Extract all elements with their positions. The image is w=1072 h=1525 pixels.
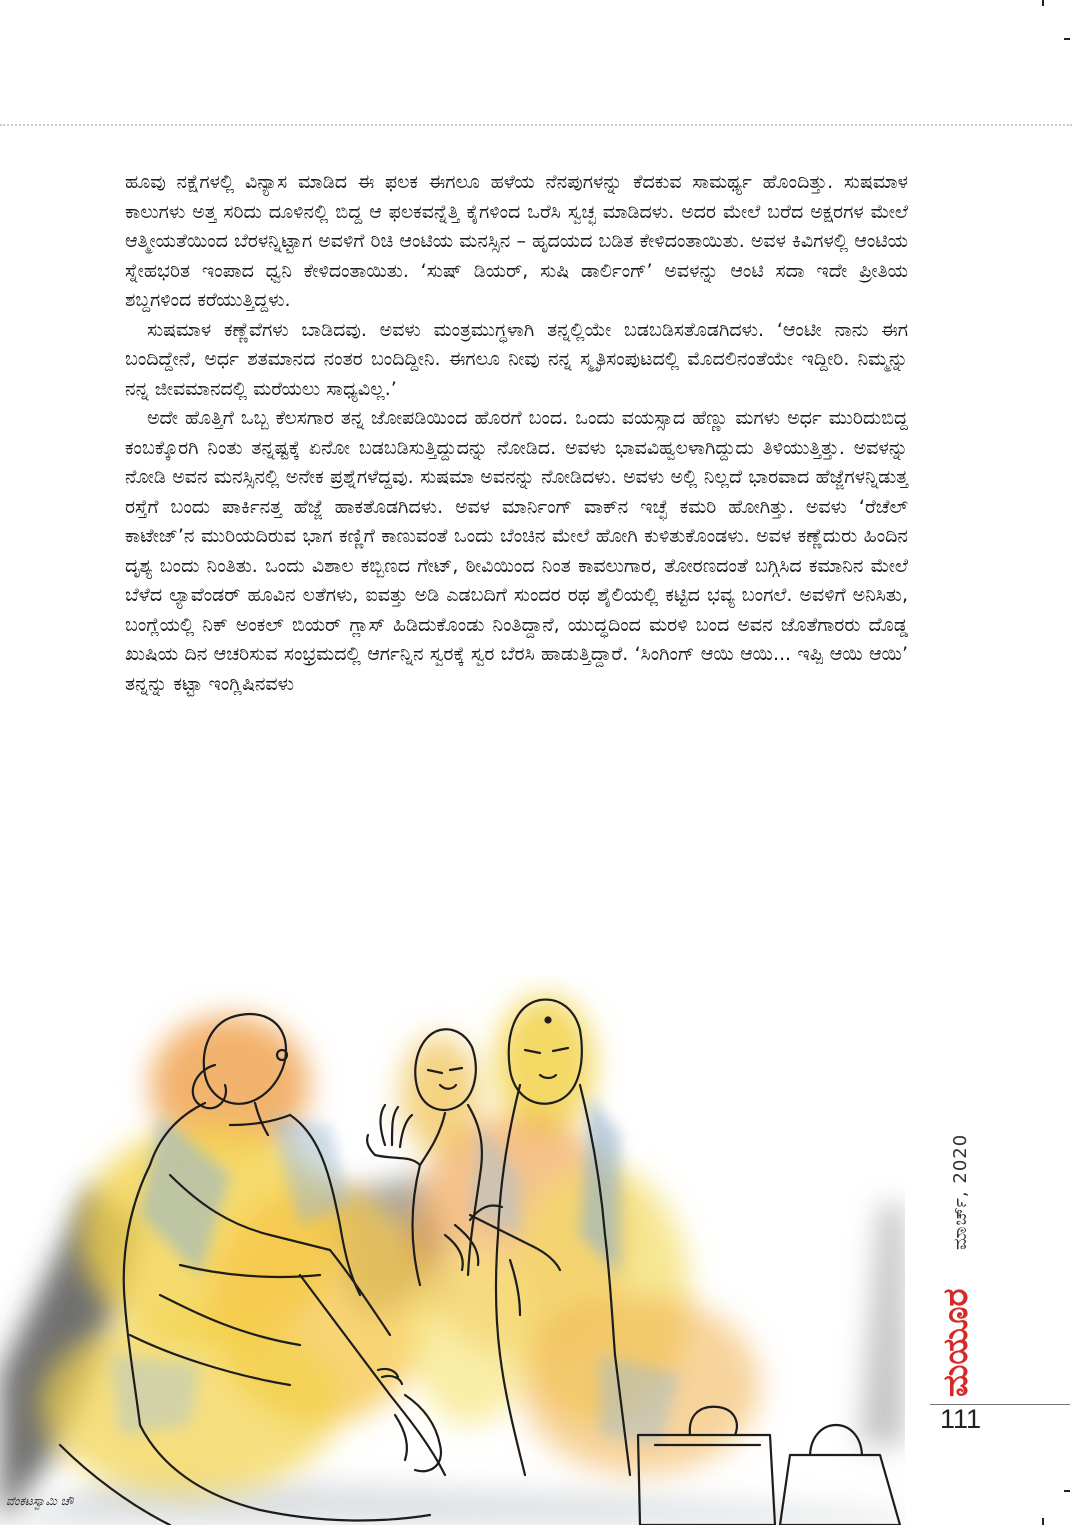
article-body [125,168,908,699]
crop-mark-right-lower [1064,1490,1070,1492]
header-dotted-rule [0,124,1072,126]
article-paragraph-2: ಸುಷಮಾಳ ಕಣ್ಣೆವೆಗಳು ಬಾಡಿದವು. ಅವಳು ಮಂತ್ರಮುಗ್ಧಳಾಗಿ ತನ್ನಲ್ಲಿಯೇ ಬಡಬಡಿಸತೊಡಗಿದಳು. ‘ಆಂಟೀ ನಾನು ಈಗ ಬಂದಿದ್ದೇನೆ, ಅರ್ಧ ಶತಮಾನದ ನಂತರ ಬಂದಿದ್ದೀನಿ. ಈಗಲೂ ನೀವು ನನ್ನ ಸ್ಮೃತಿಸಂಪುಟದಲ್ಲಿ ಮೊದಲಿನಂತೆಯೇ ಇದ್ದೀರಿ. ನಿಮ್ಮನ್ನು ನನ್ನ ಜೀವಮಾನದಲ್ಲಿ ಮರೆಯಲು ಸಾಧ್ಯವಿಲ್ಲ.’ [125,318,908,400]
crop-mark-right-upper [1064,38,1070,40]
story-illustration [0,975,905,1525]
article-paragraph-3: ಅದೇ ಹೊತ್ತಿಗೆ ಒಬ್ಬ ಕೆಲಸಗಾರ ತನ್ನ ಜೋಪಡಿಯಿಂದ ಹೊರಗೆ ಬಂದ. ಒಂದು ವಯಸ್ಸಾದ ಹೆಣ್ಣು ಮಗಳು ಅರ್ಧ ಮುರಿದುಬಿದ್ದ ಕಂಬಕ್ಕೊರಗಿ ನಿಂತು ತನ್ನಷ್ಟಕ್ಕೆ ಏನೋ ಬಡಬಡಿಸುತ್ತಿದ್ದುದನ್ನು ನೋಡಿದ. ಅವಳು ಭಾವವಿಹ್ವಲಳಾಗಿದ್ದುದು ತಿಳಿಯುತ್ತಿತ್ತು. ಅವಳನ್ನು ನೋಡಿ ಅವನ ಮನಸ್ಸಿನಲ್ಲಿ ಅನೇಕ ಪ್ರಶ್ನೆಗಳೆದ್ದವು. ಸುಷಮಾ ಅವನನ್ನು ನೋಡಿದಳು. ಅವಳು ಅಲ್ಲಿ ನಿಲ್ಲದೆ ಭಾರವಾದ ಹೆಜ್ಜೆಗಳನ್ನಿಡುತ್ತ ರಸ್ತೆಗೆ ಬಂದು ಪಾರ್ಕಿನತ್ತ ಹೆಜ್ಜೆ ಹಾಕತೊಡಗಿದಳು. ಅವಳ ಮಾರ್ನಿಂಗ್ ವಾಕ್‌ನ ಇಚ್ಛೆ ಕಮರಿ ಹೋಗಿತ್ತು. ಅವಳು ‘ರೆಚೆಲ್ ಕಾಟೇಜ್’ನ ಮುರಿಯದಿರುವ ಭಾಗ ಕಣ್ಣಿಗೆ ಕಾಣುವಂತೆ ಒಂದು ಬೆಂಚಿನ ಮೇಲೆ ಹೋಗಿ ಕುಳಿತುಕೊಂಡಳು. ಅವಳ ಕಣ್ಣೆದುರು ಹಿಂದಿನ ದೃಶ್ಯ ಬಂದು ನಿಂತಿತು. ಒಂದು ವಿಶಾಲ ಕಬ್ಬಿಣದ ಗೇಟ್, ಠೀವಿಯಿಂದ ನಿಂತ ಕಾವಲುಗಾರ, ತೋರಣದಂತೆ ಬಗ್ಗಿಸಿದ ಕಮಾನಿನ ಮೇಲೆ ಬೆಳೆದ ಲ್ಯಾವೆಂಡರ್ ಹೂವಿನ ಲತೆಗಳು, ಐವತ್ತು ಅಡಿ ಎಡಬದಿಗೆ ಸುಂದರ ರಥ ಶೈಲಿಯಲ್ಲಿ ಕಟ್ಟಿದ ಭವ್ಯ ಬಂಗಲೆ. ಅವಳಿಗೆ ಅನಿಸಿತು, ಬಂಗ್ಲೆಯಲ್ಲಿ ನಿಕ್ ಅಂಕಲ್ ಬಿಯರ್ ಗ್ಲಾಸ್ ಹಿಡಿದುಕೊಂಡು ನಿಂತಿದ್ದಾನೆ, ಯುದ್ಧದಿಂದ ಮರಳಿ ಬಂದ ಅವನ ಜೊತೆಗಾರರು ದೊಡ್ಡ ಖುಷಿಯ ದಿನ ಆಚರಿಸುವ ಸಂಭ್ರಮದಲ್ಲಿ ಆರ್ಗನ್ನಿನ ಸ್ವರಕ್ಕೆ ಸ್ವರ ಬೆರಸಿ ಹಾಡುತ್ತಿದ್ದಾರೆ. ‘ಸಿಂಗಿಂಗ್ ಆಯಿ ಆಯಿ... ಇಪ್ಪಿ ಆಯಿ ಆಯಿ’ ತನ್ನನ್ನು ಕಟ್ಟಾ ಇಂಗ್ಲಿಷಿನವಳು [125,407,908,695]
page-number: 111 [940,1404,982,1434]
issue-date [944,1110,1004,1250]
magazine-logo [932,1252,982,1402]
crop-mark-top-right [1042,0,1044,6]
illustrator-signature: ವೆಂಕಟಸ್ವಾಮಿ ಚೌ [6,1494,74,1508]
issue-date-label: ಮಾರ್ಚ್, 2020 [950,1133,971,1250]
article-paragraph-1: ಹೂವು ನಕ್ಷೆಗಳಲ್ಲಿ ವಿನ್ಯಾಸ ಮಾಡಿದ ಈ ಫಲಕ ಈಗಲೂ ಹಳೆಯ ನೆನಪುಗಳನ್ನು ಕೆದಕುವ ಸಾಮರ್ಥ್ಯ ಹೊಂದಿತ್ತು. ಸುಷಮಾಳ ಕಾಲುಗಳು ಅತ್ತ ಸರಿದು ದೂಳಿನಲ್ಲಿ ಬಿದ್ದ ಆ ಫಲಕವನ್ನೆತ್ತಿ ಕೈಗಳಿಂದ ಒರೆಸಿ ಸ್ವಚ್ಛ ಮಾಡಿದಳು. ಅದರ ಮೇಲೆ ಬರೆದ ಅಕ್ಷರಗಳ ಮೇಲೆ ಆತ್ಮೀಯತೆಯಿಂದ ಬೆರಳನ್ನಿಟ್ಟಾಗ ಅವಳಿಗೆ ರಿಚಿ ಆಂಟಿಯ ಮನಸ್ಸಿನ – ಹೃದಯದ ಬಡಿತ ಕೇಳಿದಂತಾಯಿತು. ಅವಳ ಕಿವಿಗಳಲ್ಲಿ ಆಂಟಿಯ ಸ್ನೇಹಭರಿತ ಇಂಪಾದ ಧ್ವನಿ ಕೇಳಿದಂತಾಯಿತು. ‘ಸುಷ್ ಡಿಯರ್, ಸುಷಿ ಡಾರ್ಲಿಂಗ್’ ಅವಳನ್ನು ಆಂಟಿ ಸದಾ ಇದೇ ಪ್ರೀತಿಯ ಶಬ್ದಗಳಿಂದ ಕರೆಯುತ್ತಿದ್ದಳು. [125,171,908,311]
magazine-name: ಮಯೂರ [936,1288,976,1397]
crop-mark-bottom-right [1042,1518,1044,1525]
